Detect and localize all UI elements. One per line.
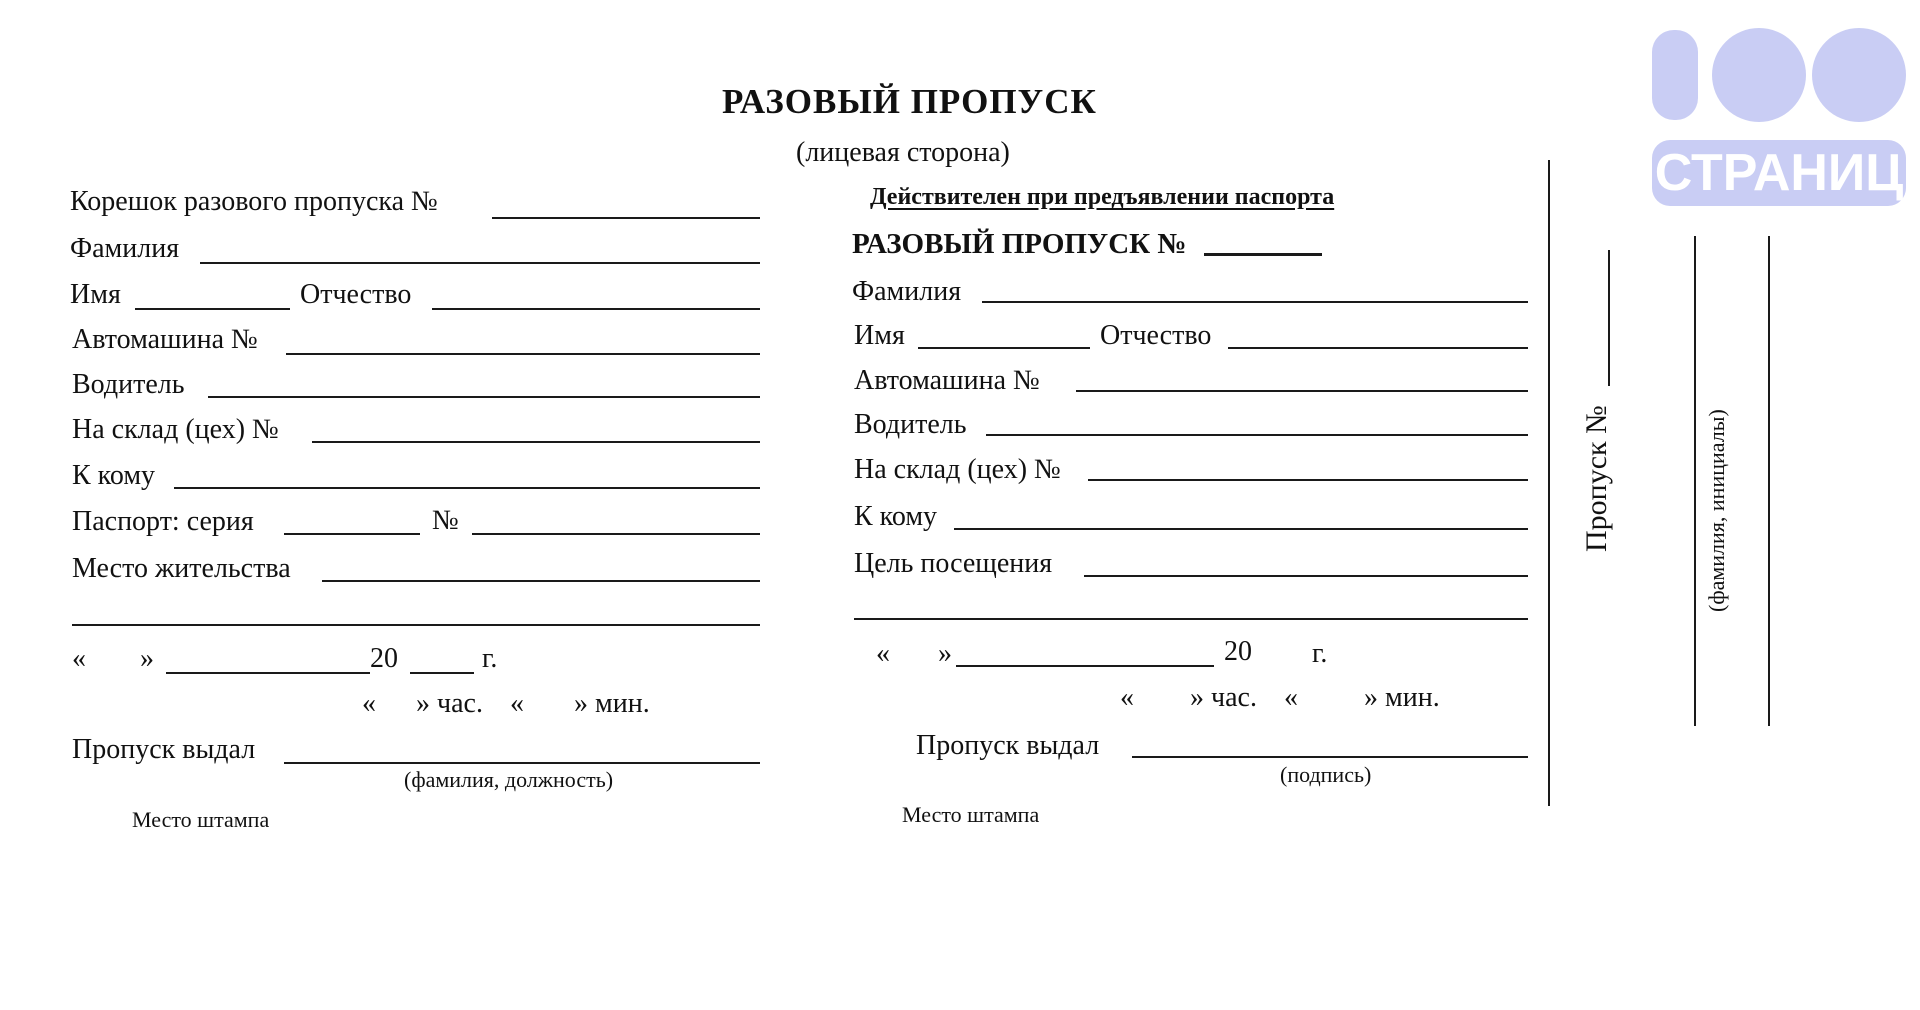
stub-issued-caption: (фамилия, должность) <box>404 767 614 792</box>
stub-date-month-line[interactable] <box>166 672 370 674</box>
pass-date-month-line[interactable] <box>956 665 1214 667</box>
pass-issued-caption: (подпись) <box>1280 762 1372 787</box>
pass-patronymic-line[interactable] <box>1228 347 1528 349</box>
stub-surname-label: Фамилия <box>70 233 180 264</box>
pass-to-whom-line[interactable] <box>954 528 1528 530</box>
stub-passport-series-line[interactable] <box>284 533 420 535</box>
pass-date-year-suffix: г. <box>1312 638 1328 669</box>
logo-digit-zero-1 <box>1712 28 1806 122</box>
stub-car-label: Автомашина № <box>72 324 258 355</box>
pass-stamp-label: Место штампа <box>902 802 1040 827</box>
stub-passport-series-label: Паспорт: серия <box>72 506 254 537</box>
stub-date-year-suffix: г. <box>482 643 498 674</box>
pass-car-label: Автомашина № <box>854 365 1040 396</box>
tear-edge-line <box>1768 236 1770 726</box>
tear-pass-no-line[interactable] <box>1608 250 1610 386</box>
pass-purpose-line[interactable] <box>1084 575 1528 577</box>
pass-date-year-prefix: 20 <box>1224 636 1252 667</box>
stub-to-whom-line[interactable] <box>174 487 760 489</box>
tear-name-line[interactable] <box>1694 236 1696 726</box>
tear-caption: (фамилия, инициалы) <box>1704 409 1729 612</box>
stub-time-hour-label: » час. <box>416 688 483 719</box>
pass-warehouse-line[interactable] <box>1088 479 1528 481</box>
stub-date-year-line[interactable] <box>410 672 474 674</box>
stub-time-min-open-quote: « <box>510 688 524 719</box>
logo-digit-zero-2 <box>1812 28 1906 122</box>
pass-time-hour-label: » час. <box>1190 682 1257 713</box>
stub-issued-by-line[interactable] <box>284 762 760 764</box>
pass-issued-by-line[interactable] <box>1132 756 1528 758</box>
stub-driver-line[interactable] <box>208 396 760 398</box>
stub-to-whom-label: К кому <box>72 460 156 491</box>
pass-name-label: Имя <box>854 320 905 351</box>
pass-patronymic-label: Отчество <box>1100 320 1212 351</box>
tear-pass-no-label: Пропуск № <box>1580 405 1613 552</box>
pass-number-line[interactable] <box>1204 253 1322 256</box>
stub-car-line[interactable] <box>286 353 760 355</box>
pass-purpose-line-2[interactable] <box>854 618 1528 620</box>
pass-to-whom-label: К кому <box>854 501 938 532</box>
tear-separator-line <box>1548 160 1550 806</box>
stub-residence-line[interactable] <box>322 580 760 582</box>
pass-car-line[interactable] <box>1076 390 1528 392</box>
logo-text: СТРАНИЦ <box>1652 140 1906 206</box>
pass-purpose-label: Цель посещения <box>854 548 1053 579</box>
logo-digit-one <box>1652 30 1698 120</box>
stub-residence-label: Место жительства <box>72 553 291 584</box>
pass-issued-by-label: Пропуск выдал <box>916 730 1100 761</box>
page-subtitle: (лицевая сторона) <box>796 137 1010 168</box>
pass-valid-note: Действителен при предъявлении паспорта <box>870 184 1335 210</box>
stub-warehouse-label: На склад (цех) № <box>72 414 279 445</box>
stub-name-line[interactable] <box>135 308 290 310</box>
pass-surname-line[interactable] <box>982 301 1528 303</box>
pass-name-line[interactable] <box>918 347 1090 349</box>
stub-warehouse-line[interactable] <box>312 441 760 443</box>
stub-date-year-prefix: 20 <box>370 643 398 674</box>
pass-number-label: РАЗОВЫЙ ПРОПУСК № <box>852 228 1187 260</box>
stub-surname-line[interactable] <box>200 262 760 264</box>
stub-passport-no-line[interactable] <box>472 533 760 535</box>
pass-time-open-quote: « <box>1120 682 1134 713</box>
page-title: РАЗОВЫЙ ПРОПУСК <box>722 82 1097 121</box>
pass-driver-line[interactable] <box>986 434 1528 436</box>
stub-time-min-label: » мин. <box>574 688 650 719</box>
stub-date-open-quote: « <box>72 643 86 674</box>
pass-date-open-quote: « <box>876 638 890 669</box>
stub-driver-label: Водитель <box>72 369 185 400</box>
stub-time-open-quote: « <box>362 688 376 719</box>
pass-time-min-open-quote: « <box>1284 682 1298 713</box>
pass-surname-label: Фамилия <box>852 276 962 307</box>
stub-patronymic-label: Отчество <box>300 279 412 310</box>
stub-stamp-label: Место штампа <box>132 807 270 832</box>
pass-driver-label: Водитель <box>854 409 967 440</box>
stub-issued-by-label: Пропуск выдал <box>72 734 256 765</box>
stub-number-label: Корешок разового пропуска № <box>70 186 438 217</box>
stub-name-label: Имя <box>70 279 121 310</box>
stub-date-close-quote: » <box>140 643 154 674</box>
pass-warehouse-label: На склад (цех) № <box>854 454 1061 485</box>
stub-residence-line-2[interactable] <box>72 624 760 626</box>
pass-time-min-label: » мин. <box>1364 682 1440 713</box>
stub-passport-no-label: № <box>432 505 459 536</box>
stub-number-line[interactable] <box>492 217 760 219</box>
stub-patronymic-line[interactable] <box>432 308 760 310</box>
pass-date-close-quote: » <box>938 638 952 669</box>
